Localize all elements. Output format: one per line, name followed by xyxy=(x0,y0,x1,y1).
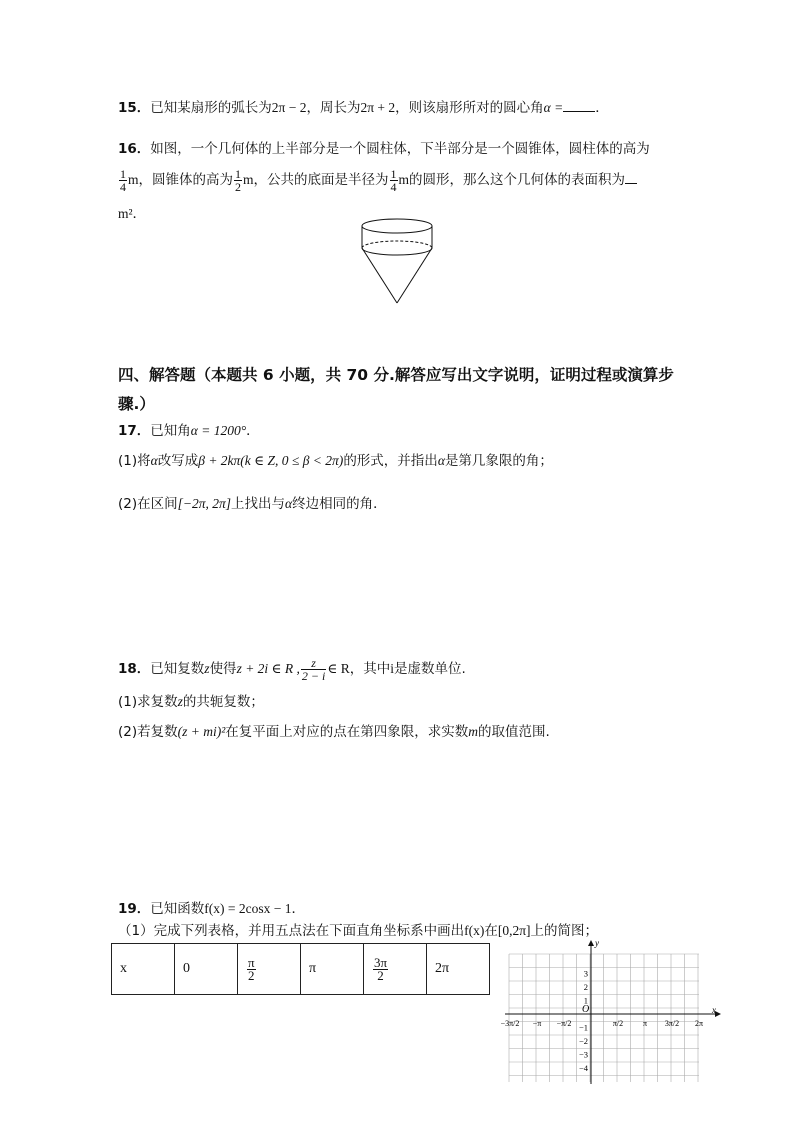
q18-z: z xyxy=(204,661,210,676)
y-tick-label: −2 xyxy=(578,1036,588,1046)
q17-p1d: 是第几象限的角； xyxy=(444,453,553,469)
q19-interval: [0,2π] xyxy=(497,923,531,938)
x-axis-label: x xyxy=(712,1005,716,1015)
q18-z-2: z xyxy=(177,694,183,709)
x-tick-labels xyxy=(501,1019,703,1028)
table-cell-2: π xyxy=(301,944,364,995)
q19-coordinate-grid xyxy=(495,938,735,1088)
y-tick-label: −1 xyxy=(578,1022,588,1033)
q17-p2a: (2)在区间 xyxy=(118,496,178,512)
q16-unit-m-2: m xyxy=(243,172,254,187)
q17-given: α = 1200° xyxy=(190,423,247,438)
section4-title-line2: 骤.） xyxy=(118,395,155,413)
table-cell-1: $\frac{\pi}{2}$ xyxy=(238,944,301,995)
section4-title-line1: 四、解答题（本题共 6 小题，共 70 分.解答应写出文字说明，证明过程或演算步 xyxy=(118,366,674,384)
q16-unit-m: m xyxy=(128,172,139,187)
x-tick-label: 3π/2 xyxy=(664,1019,680,1028)
q18-cond1: z + 2i ∈ R , xyxy=(236,661,300,676)
q16-text1: 如图，一个几何体的上半部分是一个圆柱体，下半部分是一个圆锥体，圆柱体的高为 xyxy=(150,141,650,157)
x-tick-label: π xyxy=(642,1019,648,1028)
x-tick-label: π/2 xyxy=(612,1019,624,1028)
q18-fraction: $\frac{z}{2 - i}$ xyxy=(301,655,326,683)
table-cell-4: 2π xyxy=(427,944,490,995)
table-row xyxy=(112,944,490,995)
y-tick-label: −3 xyxy=(578,1049,588,1060)
q19-fx: f(x) xyxy=(464,923,485,938)
q16-frac-half: $\frac{1}{2}$ xyxy=(235,166,242,194)
q19-value-table xyxy=(111,943,490,995)
q19-p1c: 上的简图； xyxy=(530,923,599,939)
q15-arc: 2π − 2 xyxy=(271,100,307,115)
q16-line2 xyxy=(118,166,637,194)
q15-number: 15． xyxy=(118,100,151,116)
q16-solid-figure xyxy=(335,212,455,322)
y-tick-labels xyxy=(579,969,589,1074)
q17-intro: 已知角 xyxy=(150,423,191,439)
x-tick-label: −3π/2 xyxy=(500,1019,520,1028)
q18-intro-line xyxy=(118,654,466,684)
x-tick-label: 2π xyxy=(694,1019,704,1028)
q15-text-a: 已知某扇形的弧长为 xyxy=(150,100,272,116)
q15-alpha: α = xyxy=(543,100,564,115)
q17-p1c: 的形式，并指出 xyxy=(343,453,438,469)
q19-intro-line xyxy=(118,899,305,919)
q19-number: 19． xyxy=(118,901,151,917)
q15-text-b: ，周长为 xyxy=(306,100,361,116)
q18-cond2: ∈ R xyxy=(327,661,350,676)
q18-intro: 已知复数 xyxy=(150,661,205,677)
q17-part2 xyxy=(118,494,387,514)
q17-number: 17． xyxy=(118,423,151,439)
q16-frac-quarter: $\frac{1}{4}$ xyxy=(120,166,126,194)
q19-p1a: （1）完成下列表格，并用五点法在下面直角坐标系中画出 xyxy=(118,923,465,939)
q18-p1b: 的共轭复数； xyxy=(182,694,264,710)
q18-expr: (z + mi)² xyxy=(177,724,226,739)
q18-i: i xyxy=(390,661,394,676)
q16-text2c: 的圆形，那么这个几何体的表面积为 xyxy=(409,172,626,188)
q15-perimeter: 2π + 2 xyxy=(360,100,396,115)
q16-line1 xyxy=(118,139,650,159)
q17-part1 xyxy=(118,451,553,471)
q19-intro-end: ． xyxy=(291,901,306,917)
x-tick-label: −π/2 xyxy=(556,1019,572,1028)
q18-m: m xyxy=(468,724,479,739)
q17-p1a: (1)将 xyxy=(118,453,151,469)
q17-p2b: 上找出与 xyxy=(231,496,286,512)
q17-intro-line xyxy=(118,421,260,441)
q17-intro-end: ． xyxy=(246,423,260,439)
q15-text-c: ，则该扇形所对的圆心角 xyxy=(395,100,544,116)
axes xyxy=(505,940,721,1084)
q16-line3 xyxy=(118,204,146,224)
y-tick-label: 2 xyxy=(583,982,588,992)
q15-line xyxy=(118,97,609,118)
origin-label: O xyxy=(582,1004,590,1015)
x-tick-label: −π xyxy=(532,1019,542,1028)
q15-end: ． xyxy=(595,100,609,116)
q18-p2a: (2)若复数 xyxy=(118,724,178,740)
q18-intro-d: 是虚数单位. xyxy=(394,661,466,677)
q16-text2b: ，公共的底面是半径为 xyxy=(253,172,389,188)
q17-interval: [−2π, 2π] xyxy=(177,496,232,511)
table-cell-0: 0 xyxy=(175,944,238,995)
q19-p1b: 在 xyxy=(484,923,498,939)
q18-part1 xyxy=(118,692,264,712)
q17-alpha: α xyxy=(150,453,158,468)
q18-intro-b: 使得 xyxy=(209,661,237,677)
q16-unit-m-3: m xyxy=(398,172,410,187)
q17-p1b: 改写成 xyxy=(157,453,199,469)
q19-intro: 已知函数 xyxy=(150,901,205,917)
q16-number: 16． xyxy=(118,141,151,157)
q18-number: 18． xyxy=(118,661,151,677)
q18-p2c: 的取值范围. xyxy=(478,724,550,740)
y-tick-label: 1 xyxy=(583,995,588,1006)
y-axis-arrow-icon xyxy=(588,940,594,946)
y-axis-label: y xyxy=(595,938,599,948)
q16-frac-quarter-2: $\frac{1}{4}$ xyxy=(390,166,397,194)
q18-part2 xyxy=(118,722,550,742)
grid-lines xyxy=(509,954,699,1082)
q17-p2c: 终边相同的角． xyxy=(292,496,387,512)
y-tick-label: −4 xyxy=(578,1063,588,1073)
q18-p2b: 在复平面上对应的点在第四象限，求实数 xyxy=(225,724,469,740)
q16-answer-blank xyxy=(625,169,637,184)
q15-answer-blank xyxy=(563,97,595,112)
q16-unit-m2: m²． xyxy=(118,206,147,221)
q17-form: β + 2kπ(k ∈ Z, 0 ≤ β < 2π) xyxy=(198,453,344,468)
table-cell-x-header: x xyxy=(112,944,175,995)
q18-intro-c: ，其中 xyxy=(349,661,391,677)
q17-alpha-2: α xyxy=(437,453,445,468)
q16-text2a: ，圆锥体的高为 xyxy=(138,172,234,188)
y-tick-label: 3 xyxy=(583,968,588,979)
table-cell-3: $\frac{3\pi}{2}$ xyxy=(364,944,427,995)
q19-func: f(x) = 2cosx − 1 xyxy=(204,901,292,916)
q17-alpha-3: α xyxy=(285,496,293,511)
q18-p1a: (1)求复数 xyxy=(118,694,178,710)
